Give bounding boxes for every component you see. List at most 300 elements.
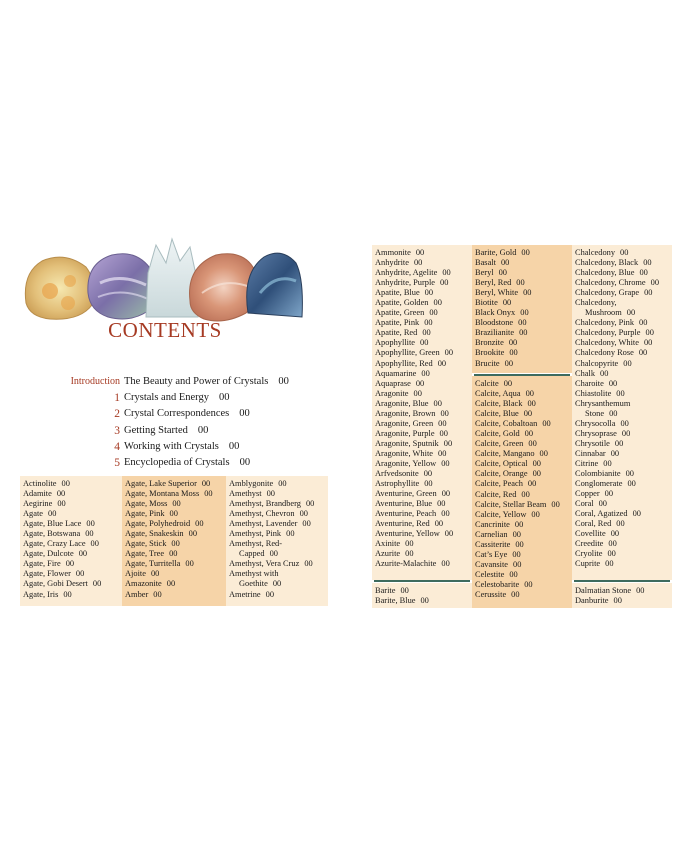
- index-entry[interactable]: [375, 379, 472, 389]
- index-entry[interactable]: [375, 389, 472, 399]
- index-entry[interactable]: [475, 459, 572, 469]
- index-entry-name: Cassiterite: [475, 539, 511, 549]
- index-entry[interactable]: [375, 248, 472, 258]
- index-entry[interactable]: [229, 579, 328, 589]
- index-entry-name: Cavansite: [475, 559, 509, 569]
- index-entry[interactable]: [575, 519, 672, 529]
- index-entry[interactable]: [23, 489, 122, 499]
- index-entry-name: Azurite: [375, 549, 401, 559]
- index-entry-page: 00: [520, 308, 529, 318]
- index-entry[interactable]: [23, 559, 122, 569]
- index-entry-page: 00: [527, 399, 536, 409]
- index-entry[interactable]: [575, 308, 672, 318]
- index-entry[interactable]: [375, 359, 472, 369]
- index-entry[interactable]: [475, 409, 572, 419]
- index-entry-page: 00: [278, 479, 287, 488]
- index-entry-name: Apophyllite, Green: [375, 348, 440, 358]
- index-entry[interactable]: [125, 590, 226, 600]
- index-entry-page: 00: [444, 529, 454, 539]
- index-entry[interactable]: [575, 379, 672, 389]
- index-entry[interactable]: [575, 359, 672, 369]
- index-entry[interactable]: [375, 429, 472, 439]
- index-entry[interactable]: [475, 439, 572, 449]
- crazy-lace-agate-stone: [25, 257, 94, 319]
- index-entry[interactable]: [125, 479, 226, 489]
- index-entry-page: 00: [169, 509, 178, 519]
- toc-entry[interactable]: [20, 392, 320, 408]
- index-entry[interactable]: [375, 268, 472, 278]
- toc-title: Getting Started 00: [124, 424, 209, 436]
- index-entry-name: Agate, Botswana: [23, 529, 81, 539]
- index-entry[interactable]: [575, 596, 672, 606]
- index-entry-name: Beryl, White: [475, 288, 519, 298]
- index-entry-page: 00: [527, 479, 537, 489]
- index-entry[interactable]: [125, 499, 226, 509]
- index-entry-name: Amethyst, Pink: [229, 529, 282, 539]
- index-entry[interactable]: [229, 489, 328, 499]
- toc-entry[interactable]: [20, 441, 320, 457]
- index-entry-page: 00: [524, 429, 534, 439]
- toc-page-number: 00: [197, 424, 209, 436]
- index-entry[interactable]: [475, 419, 572, 429]
- index-entry-page: 00: [166, 579, 176, 589]
- index-entry[interactable]: [475, 449, 572, 459]
- index-entry[interactable]: [575, 449, 672, 459]
- toc-entry[interactable]: [20, 425, 320, 441]
- index-entry[interactable]: [375, 559, 472, 569]
- index-entry-page: 00: [440, 278, 449, 288]
- toc-title: The Beauty and Power of Crystals 00: [124, 376, 289, 387]
- index-entry-page: 00: [521, 489, 530, 499]
- page-title: CONTENTS: [108, 318, 222, 342]
- index-entry[interactable]: [375, 586, 472, 596]
- index-entry-page: 00: [153, 589, 162, 599]
- index-entry-name: Brookite: [475, 348, 505, 358]
- index-entry[interactable]: [229, 519, 328, 529]
- index-entry-page: 00: [441, 489, 451, 499]
- index-entry-page: 00: [302, 519, 311, 529]
- index-entry[interactable]: [575, 389, 672, 399]
- index-entry-page: 00: [405, 549, 414, 559]
- index-entry[interactable]: [375, 449, 472, 459]
- index-entry-name: Amethyst, Lavender: [229, 519, 298, 529]
- index-entry[interactable]: [375, 399, 472, 409]
- index-entry-name: Covellite: [575, 529, 606, 539]
- index-entry[interactable]: [575, 429, 672, 439]
- index-entry[interactable]: [23, 519, 122, 529]
- index-entry-page: 00: [269, 549, 278, 559]
- index-entry[interactable]: [375, 439, 472, 449]
- index-entry[interactable]: [475, 570, 572, 580]
- index-entry[interactable]: [575, 529, 672, 539]
- index-entry-name: Aragonite, Brown: [375, 408, 436, 418]
- index-entry-page: 00: [516, 278, 525, 288]
- index-entry[interactable]: [375, 489, 472, 499]
- index-entry[interactable]: [375, 338, 472, 348]
- index-entry-name: Amethyst, Vera Cruz: [229, 559, 300, 569]
- index-entry[interactable]: [475, 399, 572, 409]
- index-column: [472, 376, 572, 608]
- index-entry[interactable]: [229, 499, 328, 509]
- index-entry[interactable]: [475, 560, 572, 570]
- index-entry[interactable]: [125, 549, 226, 559]
- index-entry[interactable]: [575, 469, 672, 479]
- index-entry[interactable]: [575, 559, 672, 569]
- index-column: [226, 476, 328, 606]
- index-entry[interactable]: [375, 328, 472, 338]
- index-entry-name: Calcite, Black: [475, 399, 523, 409]
- index-entry[interactable]: [375, 499, 472, 509]
- index-entry[interactable]: [475, 379, 572, 389]
- index-entry-name: Basalt: [475, 258, 496, 268]
- index-entry[interactable]: [23, 579, 122, 589]
- index-entry[interactable]: [575, 328, 672, 338]
- index-entry-page: 00: [195, 519, 204, 529]
- index-entry[interactable]: [375, 539, 472, 549]
- index-entry[interactable]: [475, 510, 572, 520]
- index-entry-page: 00: [423, 469, 433, 479]
- index-entry-name: Coral, Agatized: [575, 509, 628, 519]
- index-entry[interactable]: [575, 409, 672, 419]
- index-entry-name: Chalcopyrite: [575, 358, 619, 368]
- index-entry-name: Calcite, Red: [475, 489, 517, 499]
- index-entry-name: Aragonite, Purple: [375, 428, 435, 438]
- toc-label: 5: [114, 457, 120, 469]
- index-entry[interactable]: [375, 409, 472, 419]
- index-entry-page: 00: [169, 549, 178, 559]
- index-entry[interactable]: [475, 429, 572, 439]
- index-entry[interactable]: [229, 529, 328, 539]
- index-entry-page: 00: [86, 519, 95, 529]
- index-entry[interactable]: [125, 559, 226, 569]
- index-entry[interactable]: [475, 500, 572, 510]
- index-entry[interactable]: [475, 469, 572, 479]
- index-entry-page: 00: [420, 338, 429, 348]
- index-entry-name: Aquaprase: [375, 378, 411, 388]
- index-entry-name: Ammonite: [375, 248, 411, 257]
- index-entry[interactable]: [575, 399, 672, 409]
- index-entry[interactable]: [575, 298, 672, 308]
- index-entry[interactable]: [475, 479, 572, 489]
- index-entry[interactable]: [575, 549, 672, 559]
- index-entry[interactable]: [475, 348, 572, 358]
- index-entry-name: Creedite: [575, 539, 604, 549]
- index-entry-page: 00: [521, 248, 530, 257]
- index-entry-name: Capped: [239, 549, 265, 559]
- index-entry-page: 00: [424, 479, 433, 489]
- index-entry-name: Calcite, Peach: [475, 479, 523, 489]
- index-entry-page: 00: [523, 409, 533, 419]
- toc-title: Crystal Correspondences 00: [124, 408, 250, 420]
- index-entry-page: 00: [512, 529, 521, 539]
- index-entry-name: Amblygonite: [229, 479, 274, 488]
- index-entry[interactable]: [229, 539, 328, 549]
- fluorite-stone: [88, 254, 155, 319]
- index-entry-name: Aragonite, Green: [375, 418, 434, 428]
- index-entry[interactable]: [575, 489, 672, 499]
- index-entry-page: 00: [644, 288, 653, 298]
- index-entry-page: 00: [643, 258, 652, 268]
- index-entry-name: Agate, Polyhedroid: [125, 519, 191, 529]
- index-entry-name: Agate, Turritella: [125, 559, 181, 569]
- index-entry-page: 00: [524, 579, 533, 589]
- index-entry-page: 00: [528, 439, 537, 449]
- index-entry[interactable]: [475, 580, 572, 590]
- index-entry[interactable]: [125, 539, 226, 549]
- index-entry-name: Chalcedony, Black: [575, 258, 639, 268]
- index-entry-name: Mushroom: [585, 308, 622, 318]
- index-column: [572, 245, 672, 580]
- index-entry[interactable]: [375, 278, 472, 288]
- index-entry-name: Calcite, Yellow: [475, 509, 527, 519]
- index-entry[interactable]: [375, 509, 472, 519]
- labradorite-stone: [247, 253, 303, 317]
- index-entry-name: Calcite, Green: [475, 439, 524, 449]
- index-entry[interactable]: [575, 258, 672, 268]
- index-entry-name: Agate, Stick: [125, 539, 167, 549]
- index-entry-name: Calcite, Cobaltoan: [475, 419, 538, 429]
- index-entry[interactable]: [375, 348, 472, 358]
- index-entry-name: Agate, Snakeskin: [125, 529, 184, 539]
- index-entry-page: 00: [299, 509, 308, 519]
- index-entry[interactable]: [23, 569, 122, 579]
- index-entry[interactable]: [125, 489, 226, 499]
- toc-page-number: 00: [239, 457, 251, 468]
- index-entry-page: 00: [438, 418, 447, 428]
- index-entry-page: 00: [639, 268, 648, 278]
- index-entry[interactable]: [229, 509, 328, 519]
- index-entry[interactable]: [229, 569, 328, 579]
- index-entry[interactable]: [575, 338, 672, 348]
- index-entry-name: Brazilianite: [475, 328, 515, 338]
- index-entry-page: 00: [523, 288, 532, 298]
- index-entry-name: Cryolite: [575, 549, 603, 559]
- index-entry[interactable]: [575, 499, 672, 509]
- index-entry[interactable]: [125, 509, 226, 519]
- index-entry[interactable]: [475, 328, 572, 338]
- index-entry-name: Celestite: [475, 569, 505, 579]
- index-entry-name: Agate, Fire: [23, 559, 61, 569]
- index-entry[interactable]: [575, 318, 672, 328]
- index-entry[interactable]: [475, 268, 572, 278]
- index-entry-name: Chalcedony, Blue: [575, 268, 635, 278]
- index-entry[interactable]: [475, 308, 572, 318]
- index-entry[interactable]: [375, 469, 472, 479]
- index-entry[interactable]: [23, 549, 122, 559]
- index-entry[interactable]: [575, 459, 672, 469]
- index-entry-name: Astrophyllite: [375, 479, 420, 489]
- index-entry[interactable]: [475, 338, 572, 348]
- index-entry[interactable]: [575, 268, 672, 278]
- index-entry[interactable]: [23, 509, 122, 519]
- index-entry[interactable]: [475, 278, 572, 288]
- toc-page-number: 00: [239, 408, 250, 420]
- index-entry[interactable]: [575, 248, 672, 258]
- index-entry-name: Calcite, Optical: [475, 459, 528, 469]
- index-entry-page: 00: [63, 589, 72, 599]
- index-entry-name: Chalcedony Rose: [575, 348, 634, 358]
- index-column: [572, 583, 672, 608]
- index-entry[interactable]: [375, 459, 472, 469]
- index-entry[interactable]: [575, 586, 672, 596]
- index-entry[interactable]: [375, 529, 472, 539]
- index-entry-name: Apatite, Blue: [375, 288, 420, 298]
- index-entry-page: 00: [503, 379, 513, 388]
- index-entry-page: 00: [61, 479, 70, 488]
- index-entry[interactable]: [125, 569, 226, 579]
- index-entry[interactable]: [475, 490, 572, 500]
- index-entry[interactable]: [475, 590, 572, 600]
- index-entry[interactable]: [475, 318, 572, 328]
- index-entry[interactable]: [125, 579, 226, 589]
- index-entry-name: Calcite, Gold: [475, 429, 520, 439]
- index-entry-name: Aragonite, White: [375, 448, 433, 458]
- index-entry-name: Beryl, Red: [475, 278, 512, 288]
- index-entry-name: Agate, Dulcote: [23, 549, 74, 559]
- index-column: [372, 245, 472, 580]
- index-entry[interactable]: [575, 278, 672, 288]
- index-entry[interactable]: [375, 419, 472, 429]
- index-entry-page: 00: [650, 278, 660, 288]
- index-entry-page: 00: [415, 248, 425, 257]
- index-entry[interactable]: [575, 479, 672, 489]
- index-entry-page: 00: [438, 448, 447, 458]
- index-entry-name: Agate, Flower: [23, 569, 71, 579]
- index-entry[interactable]: [23, 479, 122, 489]
- index-entry[interactable]: [229, 479, 328, 489]
- index-entry-page: 00: [434, 519, 444, 529]
- index-entry-name: Copper: [575, 489, 600, 499]
- index-entry-page: 00: [613, 596, 622, 606]
- index-entry[interactable]: [375, 258, 472, 268]
- toc-entry[interactable]: [20, 408, 320, 424]
- index-entry[interactable]: [475, 288, 572, 298]
- index-entry[interactable]: [229, 559, 328, 569]
- index-entry[interactable]: [23, 529, 122, 539]
- index-column: [372, 583, 472, 608]
- index-entry[interactable]: [375, 318, 472, 328]
- index-entry-page: 00: [85, 529, 94, 539]
- index-entry-page: 00: [442, 268, 451, 278]
- index-entry-name: Stone: [585, 408, 605, 418]
- index-entry-name: Chalcedony, Chrome: [575, 278, 646, 288]
- index-column: [122, 476, 226, 606]
- index-entry-page: 00: [429, 308, 438, 318]
- index-entry-name: Goethite: [239, 579, 268, 589]
- index-entry-page: 00: [539, 449, 548, 459]
- index-entry[interactable]: [575, 539, 672, 549]
- index-entry-page: 00: [440, 408, 449, 418]
- index-entry[interactable]: [375, 479, 472, 489]
- index-entry[interactable]: [375, 549, 472, 559]
- index-entry[interactable]: [575, 439, 672, 449]
- index-entry-page: 00: [626, 308, 636, 318]
- index-entry-page: 00: [551, 499, 560, 509]
- index-entry-name: Chalk: [575, 368, 596, 378]
- index-entry-name: Aragonite, Blue: [375, 398, 429, 408]
- index-entry[interactable]: [125, 529, 226, 539]
- index-entry[interactable]: [475, 550, 572, 560]
- index-entry-page: 00: [500, 258, 510, 268]
- index-entry[interactable]: [23, 539, 122, 549]
- index-entry-name: Aragonite, Sputnik: [375, 438, 439, 448]
- index-entry[interactable]: [229, 549, 328, 559]
- index-entry[interactable]: [475, 520, 572, 530]
- index-entry-page: 00: [433, 398, 442, 408]
- index-entry-name: Calcite, Aqua: [475, 389, 521, 399]
- index-entry[interactable]: [375, 596, 472, 606]
- index-entry[interactable]: [23, 499, 122, 509]
- index-entry-page: 00: [608, 378, 618, 388]
- index-entry[interactable]: [375, 298, 472, 308]
- index-entry-name: Apatite, Golden: [375, 298, 429, 308]
- index-entry[interactable]: [229, 590, 328, 600]
- index-entry-name: Carnelian: [475, 529, 508, 539]
- index-entry-page: 00: [607, 549, 616, 559]
- index-entry[interactable]: [575, 288, 672, 298]
- index-entry[interactable]: [375, 308, 472, 318]
- index-entry-page: 00: [531, 509, 540, 519]
- index-entry-page: 00: [508, 338, 518, 348]
- index-entry[interactable]: [575, 509, 672, 519]
- index-entry-page: 00: [604, 489, 614, 499]
- index-entry[interactable]: [375, 369, 472, 379]
- index-entry-name: Chrysotile: [575, 438, 610, 448]
- index-entry-name: Actinolite: [23, 479, 57, 488]
- index-entry-name: Chalcedony,: [575, 298, 617, 308]
- index-entry-name: Barite, Blue: [375, 596, 416, 606]
- toc-entry[interactable]: [20, 376, 320, 392]
- index-entry[interactable]: [575, 419, 672, 429]
- index-entry-name: Amazonite: [125, 579, 162, 589]
- index-entry[interactable]: [475, 540, 572, 550]
- index-entry-page: 00: [519, 328, 528, 338]
- index-entry[interactable]: [475, 359, 572, 369]
- toc-page-number: 00: [278, 376, 289, 387]
- index-entry[interactable]: [575, 369, 672, 379]
- index-entry-name: Charoite: [575, 378, 604, 388]
- index-entry[interactable]: [23, 590, 122, 600]
- index-entry-page: 00: [172, 499, 181, 509]
- index-entry-page: 00: [605, 559, 614, 569]
- index-entry[interactable]: [475, 258, 572, 268]
- index-entry[interactable]: [375, 519, 472, 529]
- index-entry-page: 00: [502, 298, 512, 308]
- index-entry-page: 00: [638, 348, 648, 358]
- index-entry-name: Arfvedsonite: [375, 469, 419, 479]
- index-entry[interactable]: [125, 519, 226, 529]
- index-entry-page: 00: [405, 539, 414, 549]
- index-entry[interactable]: [375, 288, 472, 298]
- index-column: [20, 476, 122, 606]
- index-entry-name: Bloodstone: [475, 318, 514, 328]
- index-entry-page: 00: [610, 529, 620, 539]
- index-entry-page: 00: [616, 519, 625, 529]
- index-entry-page: 00: [627, 479, 636, 489]
- index-entry-page: 00: [632, 509, 641, 519]
- index-entry-name: Cancrinite: [475, 519, 510, 529]
- index-entry-name: Apatite, Red: [375, 328, 418, 338]
- toc-entry[interactable]: [20, 457, 320, 473]
- index-entry[interactable]: [475, 530, 572, 540]
- index-entry[interactable]: [475, 389, 572, 399]
- index-entry-name: Chiastolite: [575, 388, 612, 398]
- index-entry-name: Aragonite, Yellow: [375, 458, 437, 468]
- index-entry[interactable]: [475, 248, 572, 258]
- index-entry-page: 00: [645, 328, 654, 338]
- index-entry[interactable]: [475, 298, 572, 308]
- index-entry[interactable]: [575, 348, 672, 358]
